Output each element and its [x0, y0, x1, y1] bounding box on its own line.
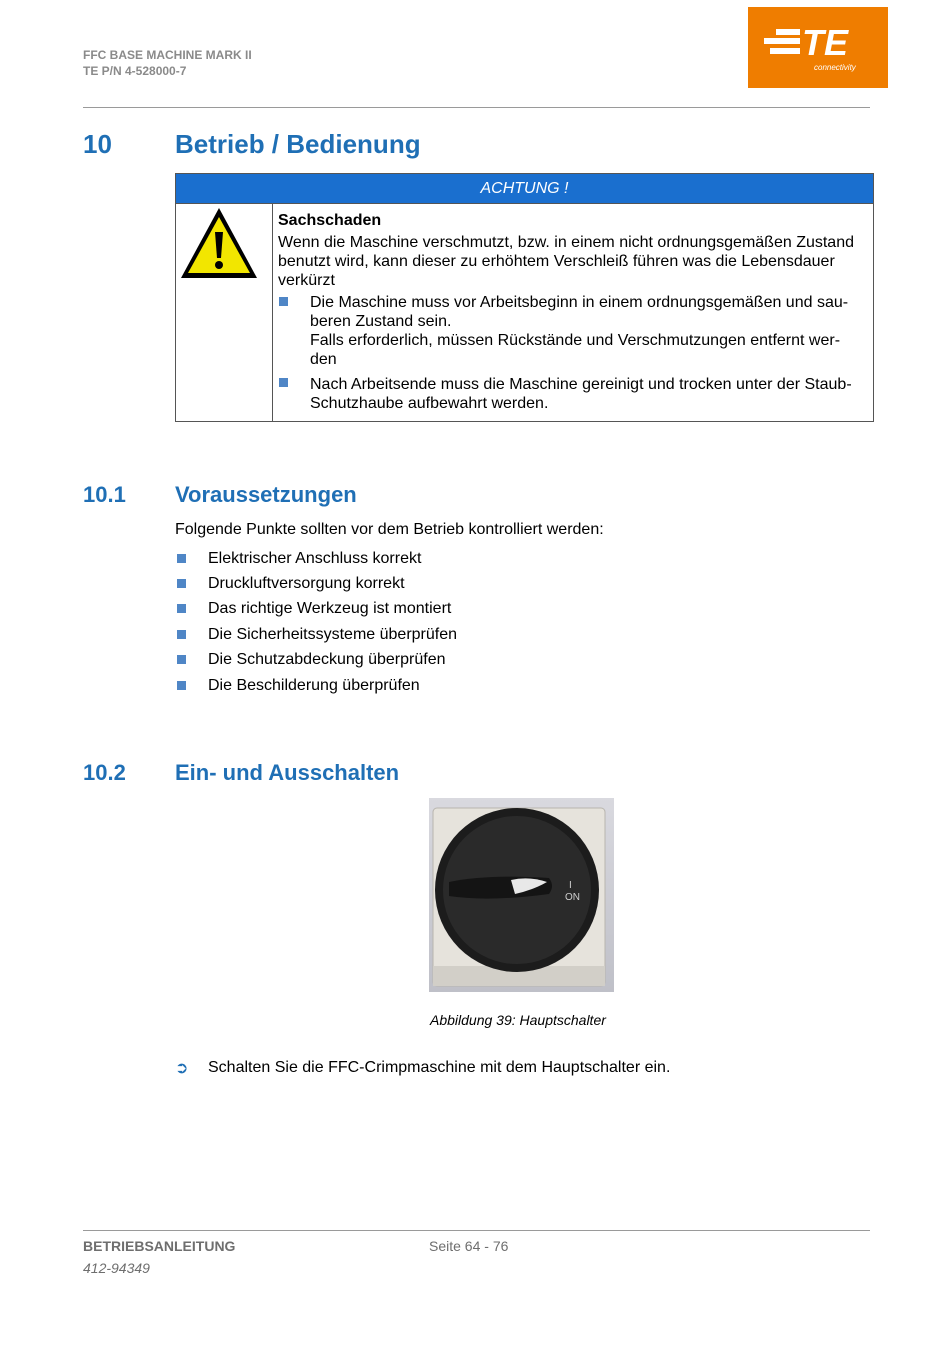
header-title: FFC BASE MACHINE MARK II — [83, 48, 252, 62]
section-intro: Folgende Punkte sollten vor dem Betrieb kontrolliert werden: — [175, 521, 604, 538]
list-item: Die Schutzabdeckung überprüfen — [208, 651, 446, 668]
bullet-square-icon — [177, 655, 186, 664]
instruction-text: Schalten Sie die FFC-Crimpmaschine mit dem Hauptschalter ein. — [208, 1059, 671, 1076]
warning-header: ACHTUNG ! — [176, 174, 873, 203]
section-title: Betrieb / Bedienung — [175, 129, 421, 159]
warning-bullet-line: Schutzhaube aufbewahrt werden. — [310, 395, 549, 412]
bullet-square-icon — [177, 681, 186, 690]
warning-triangle-icon — [179, 206, 259, 285]
bullet-square-icon — [177, 579, 186, 588]
svg-text:I: I — [569, 880, 572, 891]
header-divider — [83, 107, 870, 108]
header-part-number: TE P/N 4-528000-7 — [83, 64, 187, 78]
list-item: Das richtige Werkzeug ist montiert — [208, 600, 452, 617]
warning-bullet-line: den — [310, 351, 337, 368]
warning-body-line: Wenn die Maschine verschmutzt, bzw. in einem nicht ordnungsgemäßen Zustand — [278, 234, 854, 251]
section-number: 10.2 — [83, 760, 126, 785]
svg-text:TE: TE — [802, 22, 849, 63]
warning-divider — [176, 203, 873, 204]
section-number: 10.1 — [83, 482, 126, 507]
bullet-square-icon — [177, 630, 186, 639]
warning-title: Sachschaden — [278, 212, 382, 229]
bullet-square-icon — [279, 297, 288, 306]
te-connectivity-logo — [748, 7, 888, 88]
bullet-square-icon — [177, 554, 186, 563]
section-number: 10 — [83, 129, 112, 159]
warning-body-line: benutzt wird, kann dieser zu erhöhtem Verschleiß führen was die Lebensdauer — [278, 253, 835, 270]
warning-bullet-line: Falls erforderlich, müssen Rückstände und Verschmutzungen entfernt wer- — [310, 332, 841, 349]
warning-body-line: verkürzt — [278, 272, 335, 289]
svg-text:connectivity: connectivity — [814, 63, 856, 72]
figure-caption: Abbildung 39: Hauptschalter — [430, 1012, 606, 1028]
footer-page-number: Seite 64 - 76 — [429, 1238, 509, 1254]
svg-text:ON: ON — [565, 892, 580, 903]
warning-bullet-line: Nach Arbeitsende muss die Maschine gereinigt und trocken unter der Staub- — [310, 376, 852, 393]
main-switch-photo — [429, 798, 614, 992]
warning-bullet-line: Die Maschine muss vor Arbeitsbeginn in einem ordnungsgemäßen und sau- — [310, 294, 849, 311]
list-item: Druckluftversorgung korrekt — [208, 575, 405, 592]
list-item: Die Beschilderung überprüfen — [208, 677, 420, 694]
bullet-square-icon — [177, 604, 186, 613]
section-title: Voraussetzungen — [175, 482, 357, 507]
bullet-square-icon — [279, 378, 288, 387]
section-title: Ein- und Ausschalten — [175, 760, 400, 785]
footer-doc-number: 412-94349 — [83, 1260, 150, 1276]
list-item: Die Sicherheitssysteme überprüfen — [208, 626, 458, 643]
footer-divider — [83, 1230, 870, 1231]
arrow-right-icon: ➲ — [175, 1060, 189, 1077]
warning-bullet-line: beren Zustand sein. — [310, 313, 452, 330]
list-item: Elektrischer Anschluss korrekt — [208, 550, 422, 567]
warning-column-divider — [272, 203, 273, 422]
footer-doc-type: BETRIEBSANLEITUNG — [83, 1238, 236, 1254]
